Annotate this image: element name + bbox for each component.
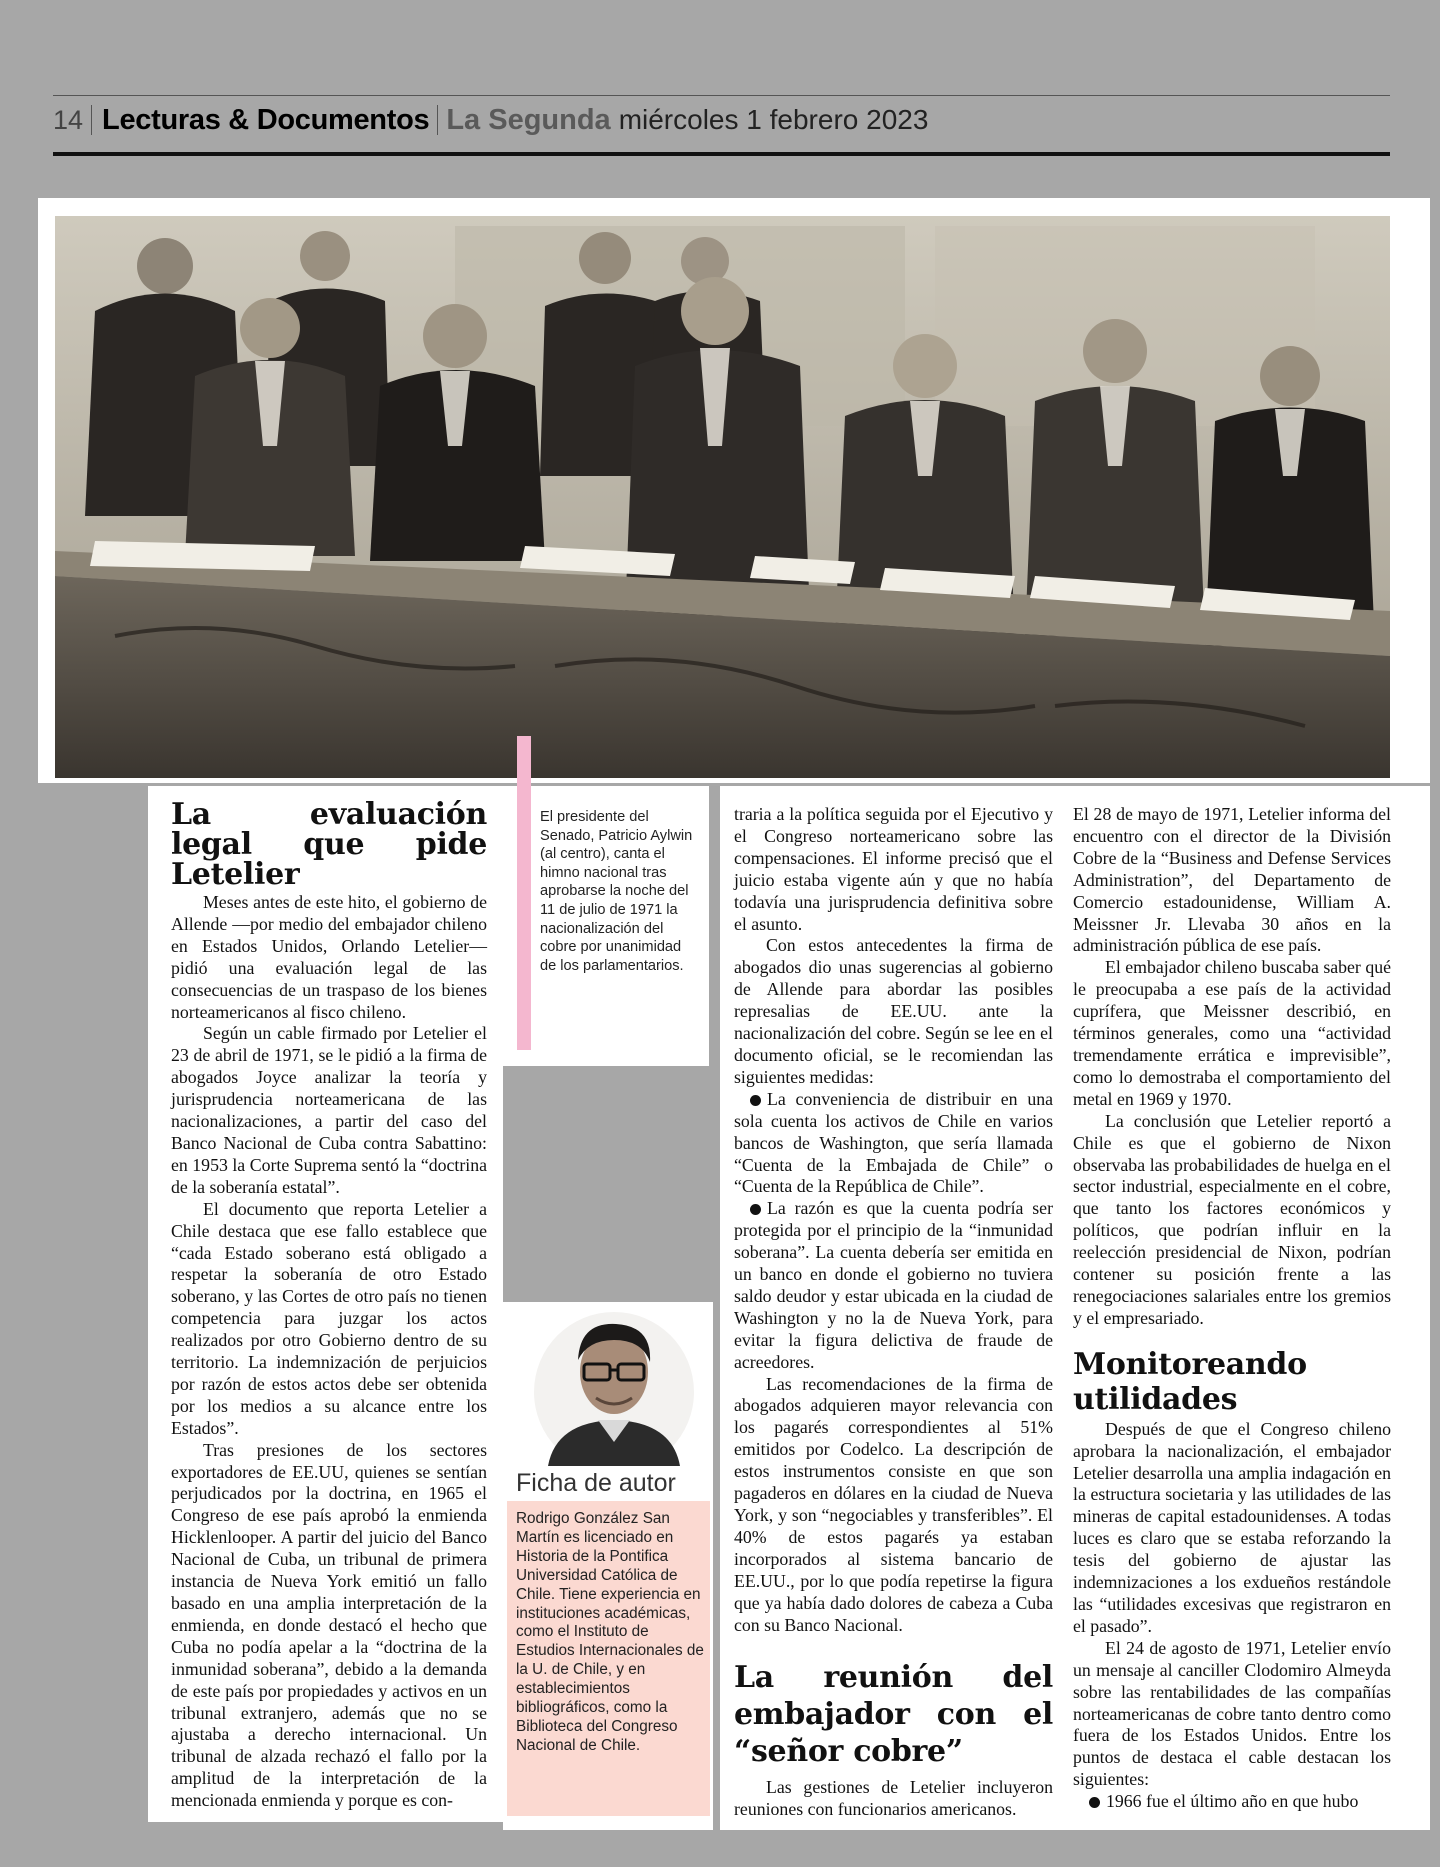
paragraph: Las gestiones de Letelier incluyeron reuniones con funcionarios americanos. [734,1777,1053,1820]
paragraph: El 28 de mayo de 1971, Letelier informa del encuentro con el director de la División Cobre de la “Business and Defense Services Administration”, del Departamento de Comercio estadounidense, William A. Meissner Jr. Llevaba 30 años en la administración pública de ese país. [1073,804,1391,956]
historical-photo [55,216,1390,778]
bullet-icon [750,1095,761,1106]
paragraph: traria a la política seguida por el Ejecutivo y el Congreso norteamericano sobre las compensaciones. El informe precisó que el juicio estaba vigente aún y que no había todavía una jurisprudencia definitiva sobre el asunto. [734,804,1053,934]
bullet-item: La razón es que la cuenta podría ser protegida por el principio de la “inmunidad soberana”. La cuenta debería ser emitida en un banco en donde el gobierno no tuviera saldo deudor y estar ubicada en la ciudad de Washington y no la de Nueva York, para evitar la figura delictiva de fraude de acreedores. [734,1198,1053,1372]
article-title-1: La evaluación legal que pide Letelier [171,797,487,892]
paragraph: El documento que reporta Letelier a Chile destaca que ese fallo establece que “cada Estado soberano está obligado a respetar la soberanía de otro Estado soberano, y las Cortes de otro país no tienen competencia para juzgar los actos realizados por otro Gobierno dentro de su territorio. La indemnización de perjuicios por razón de estos actos debe ser obtenida por los medios a su alcance entre los Estados”. [171,1198,487,1438]
paragraph: Según un cable firmado por Letelier el 23 de abril de 1971, se le pidió a la firma de abogados Joyce analizar la teoría y jurisprudencia norteamericana de las nacionalizaciones, a partir del caso del Banco Nacional de Cuba contra Sabattino: en 1953 la Corte Suprema sentó la “doctrina de la soberanía estatal”. [171,1023,487,1197]
bullet-icon [1089,1797,1100,1808]
bullet-list [734,1089,1053,1374]
author-heading: Ficha de autor [516,1469,676,1497]
bullet-item: La conveniencia de distribuir en una sola cuenta los activos de Chile en varios bancos de Washington, que sería llamada “Cuenta de la Embajada de Chile” o “Cuenta de la República de Chile”. [734,1088,1053,1197]
bullet-icon [750,1204,761,1215]
section-name: Lecturas & Documentos [92,105,438,135]
article-column-4 [1073,804,1391,1813]
header-rule-bottom [53,152,1390,156]
paragraph: El 24 de agosto de 1971, Letelier envío un mensaje al canciller Clodomiro Almeyda sobre las rentabilidades de las compañías norteamericanas de cobre tanto dentro como fuera de los Estados Unidos. Entre los puntos de destaca el cable destacan los siguientes: [1073,1637,1391,1790]
issue-date: miércoles 1 febrero 2023 [618,104,929,135]
author-photo [526,1302,702,1466]
publication-name: La Segunda [446,104,611,136]
article-column-3 [734,804,1053,1821]
paragraph: Las recomendaciones de la firma de abogados adquieren mayor relevancia con los pagarés correspondientes al 51% emitidos por Codelco. La descripción de estos instrumentos consiste en que son pagaderos en dólares en la ciudad de Nueva York, y son “negociables y transferibles”. El 40% de estos pagarés ya estaban incorporados al sistema bancario de EE.UU., por lo que podía repetirse la figura que ya había dado dolores de cabeza a Cuba con su Banco Nacional. [734,1373,1053,1635]
bullet-list [1073,1791,1391,1813]
caption-accent-bar [517,736,531,1050]
photo-caption: El presidente del Senado, Patricio Aylwin (al centro), canta el himno nacional tras aprobarse la noche del 11 de julio de 1971 la nacionalización del cobre por unanimidad de los parlamentarios. [540,809,693,974]
paragraph: Meses antes de este hito, el gobierno de Allende —por medio del embajador chileno en Estados Unidos, Orlando Letelier— pidió una evaluación legal de las consecuencias de un traspaso de los bienes norteamericanos al fisco chileno. [171,892,487,1022]
paragraph: Tras presiones de los sectores exportadores de EE.UU, quienes se sentían perjudicados por la doctrina, en 1965 el Congreso de ese país aprobó la enmienda Hicklenlooper. A partir del juicio del Banco Nacional de Cuba, un tribunal de primera instancia de Nueva York emitió un fallo basado en una amplia interpretación de la enmienda, en donde destacó el hecho que Cuba no podía apelar a la “doctrina de la inmunidad soberana”, debido a la demanda de este país por propiedades y activos en un tribunal extranjero, además que no se ajustaba a derecho internacional. Un tribunal de alzada rechazó el fallo por la amplitud de la interpretación de la mencionada enmienda y porque es con- [171,1439,487,1811]
paragraph: Después de que el Congreso chileno aprobara la nacionalización, el embajador Letelier desarrolla una amplia indagación en la estructura societaria y las utilidades de las mineras de capital estadounidenses. A todas luces es claro que se estaba reforzando la tesis del gobierno de ajustar las indemnizaciones a los exdueños restándole las “utilidades excesivas que registraron en el pasado”. [1073,1418,1391,1636]
article-column-1 [171,797,487,1812]
header-rule-top [53,95,1390,96]
article-title-3: Monitoreando utilidades [1073,1346,1307,1417]
page-number: 14 [53,105,92,135]
paragraph: La conclusión que Letelier reportó a Chile es que el gobierno de Nixon observaba las probabilidades de huelga en el sector industrial, especialmente en el cobre, que tanto los factores económicos y políticos, que podrían influir en la reelección presidencial de Nixon, podrían contener su posición frente a las renegociaciones salariales entre los gremios y el empresariado. [1073,1110,1391,1328]
bullet-item: 1966 fue el último año en que hubo [1073,1791,1391,1813]
article-title-2: La reunión del embajador con el “señor cobre” [734,1660,1053,1770]
paragraph: Con estos antecedentes la firma de abogados dio unas sugerencias al gobierno de Allende para abordar las posibles represalias de EE.UU. ante la nacionalización del cobre. Según se lee en el documento oficial, se le recomiendan las siguientes medidas: [734,935,1053,1087]
author-bio: Rodrigo González San Martín es licenciado en Historia de la Pontifica Universidad Católica de Chile. Tiene experiencia en instituciones académicas, como el Instituto de Estudios Internacionales de la U. de Chile, y en establecimientos bibliográficos, como la Biblioteca del Congreso Nacional de Chile. [516,1510,704,1754]
page-header [53,100,1390,140]
paragraph: El embajador chileno buscaba saber qué le preocupaba a ese país de la actividad cuprífera, que Meissner describió, en términos generales, como una “actividad tremendamente errática e imprevisible”, como lo demostraba el comportamiento del metal en 1969 y 1970. [1073,957,1391,1109]
